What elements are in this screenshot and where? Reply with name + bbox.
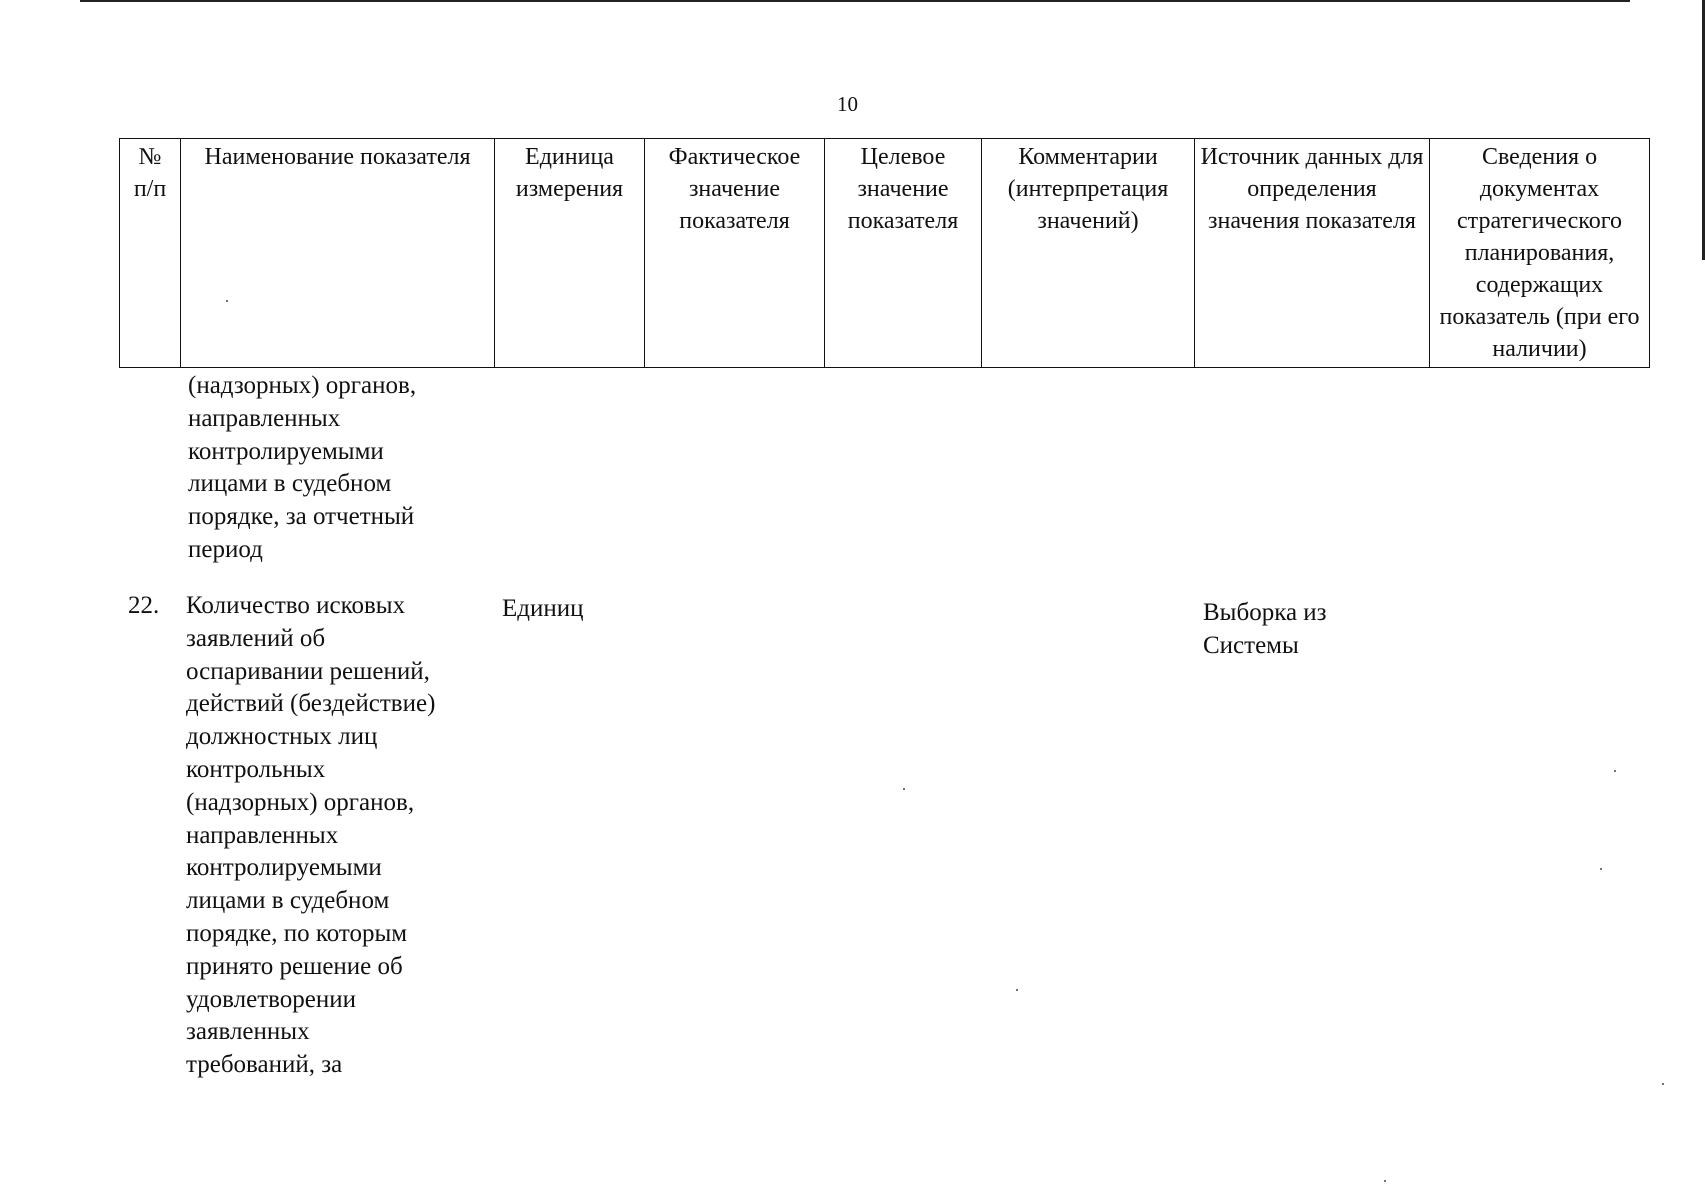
header-comments (982, 139, 1195, 368)
scan-speck (226, 300, 228, 302)
header-unit (495, 139, 645, 368)
header-target-value (825, 139, 982, 368)
scan-speck (903, 788, 905, 790)
header-strategic-documents-label: Сведения о документах стратегического планирования, содержащих показатель (при его наличии) (1439, 144, 1640, 362)
continued-indicator-name: (надзорных) органов, направленных контролируемыми лицами в судебном порядке, за отчетный период (188, 372, 417, 563)
header-data-source (1195, 139, 1430, 368)
scan-speck (1662, 1083, 1664, 1085)
header-actual-value (645, 139, 825, 368)
header-unit-label: Единица измерения (515, 144, 624, 202)
header-indicator-name (181, 139, 495, 368)
header-row (120, 139, 1650, 368)
header-actual-value-label: Фактическое значение показателя (668, 144, 801, 234)
scan-speck (1614, 770, 1616, 772)
row-22-unit: Единиц (502, 595, 584, 622)
row-22-data-source: Выборка из Системы (1203, 599, 1327, 659)
top-scan-rule (80, 0, 1630, 2)
header-number (120, 139, 181, 368)
header-number-label: № п/п (133, 144, 167, 202)
header-comments-label: Комментарии (интерпретация значений) (1007, 144, 1169, 234)
scan-speck (1016, 989, 1018, 991)
header-data-source-label: Источник данных для определения значения показателя (1200, 144, 1424, 234)
scan-speck (1600, 868, 1602, 870)
indicator-table-header (119, 138, 1650, 368)
header-target-value-label: Целевое значение показателя (847, 144, 959, 234)
page-number: 10 (837, 92, 858, 116)
header-indicator-name-label: Наименование показателя (204, 144, 471, 170)
row-22-number: 22. (128, 592, 160, 619)
header-strategic-documents (1430, 139, 1650, 368)
row-22-indicator-name: Количество исковых заявлений об оспаривании решений, действий (бездействие) должностных лиц контрольных (надзорных) органов, направленных контролируемыми лицами в судебном порядке, по которым принято решение об удовлетворении заявленных требований, за (186, 592, 436, 1079)
scan-speck (1384, 1180, 1386, 1182)
